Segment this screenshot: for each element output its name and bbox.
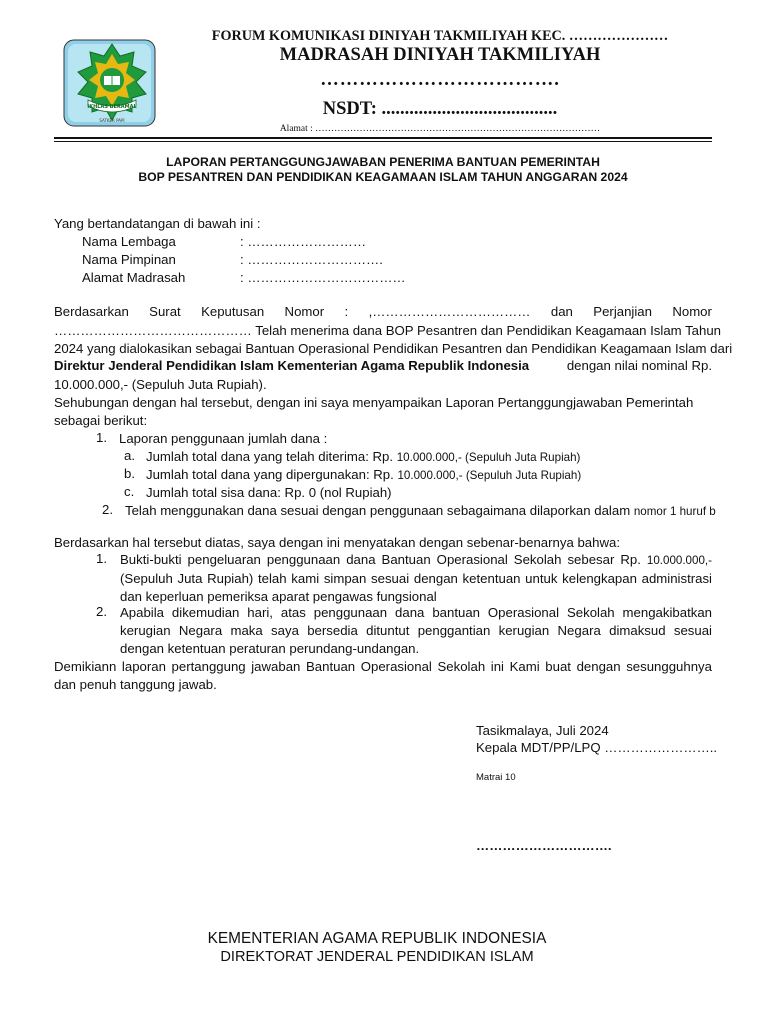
subitem-letter: a. — [124, 448, 135, 463]
subitem-text — [146, 466, 581, 484]
statement-amount: 10.000.000,- — [646, 554, 712, 567]
subitem-main: Jumlah total dana yang dipergunakan: Rp. — [146, 467, 394, 482]
subitem-letter: b. — [124, 466, 135, 481]
svg-text:SATKER PAPI: SATKER PAPI — [99, 118, 125, 123]
statement-intro: Berdasarkan hal tersebut diatas, saya dengan ini menyatakan dengan sebenar-benarnya bahwa: — [54, 535, 620, 550]
statement-point — [120, 551, 712, 605]
para1-line2: ……………………………………… Telah menerima dana BOP Pesantren dan Pendidikan Keagamaan Islam Tahun — [54, 323, 722, 338]
field-label-alamat: Alamat Madrasah — [82, 270, 186, 285]
para1-word: : — [344, 304, 349, 319]
subitem-amount: 10.000.000,- (Sepuluh Juta Rupiah) — [397, 469, 582, 482]
item-reference: nomor 1 huruf b — [633, 505, 716, 518]
header-rule-thin — [54, 141, 712, 142]
statement-main: Bukti-bukti pengeluaran penggunaan dana Bantuan Operasional Sekolah sebesar Rp. — [120, 552, 641, 567]
header-madrasah-name: ………………………………. — [320, 70, 560, 90]
svg-text:IKHLAS BERAMAL: IKHLAS BERAMAL — [87, 104, 137, 110]
signature-place-date: Tasikmalaya, Juli 2024 — [476, 723, 609, 738]
item-text: Laporan penggunaan jumlah dana : — [119, 431, 328, 446]
para1-word: Surat — [149, 304, 181, 319]
header-address: Alamat : ……………………………………………………………………………… — [279, 124, 601, 134]
report-title-line1: LAPORAN PERTANGGUNGJAWABAN PENERIMA BANTUAN PEMERINTAH — [166, 155, 600, 169]
header-rule-thick — [54, 137, 712, 139]
item-number: 1. — [96, 430, 107, 445]
statement-number: 2. — [96, 604, 107, 619]
subitem-letter: c. — [124, 484, 135, 499]
kemenag-logo — [62, 38, 157, 128]
para2-line2: sebagai berikut: — [54, 413, 148, 428]
header-madrasah: MADRASAH DINIYAH TAKMILIYAH — [279, 45, 601, 65]
signature-role: Kepala MDT/PP/LPQ …………………….. — [476, 740, 718, 755]
item-number: 2. — [102, 502, 113, 517]
stamp-label: Matrai 10 — [476, 772, 516, 783]
closing-paragraph: Demikiann laporan pertanggung jawaban Bantuan Operasional Sekolah ini Kami buat dengan sesungguhnya dan penuh tanggung jawab. — [54, 659, 712, 692]
para1-word: Nomor — [284, 304, 325, 319]
para1-nominal: dengan nilai nominal Rp. — [566, 358, 712, 373]
field-label-pimpinan: Nama Pimpinan — [82, 252, 176, 267]
footer-ministry: KEMENTERIAN AGAMA REPUBLIK INDONESIA — [207, 930, 547, 947]
report-title-line2: BOP PESANTREN DAN PENDIDIKAN KEAGAMAAN ISLAM TAHUN ANGGARAN 2024 — [138, 170, 628, 184]
header-nsdt: NSDT: ...................................... — [322, 99, 558, 119]
field-value-pimpinan: : …………………………. — [240, 252, 383, 267]
para1-line1 — [54, 304, 712, 319]
para1-word: Berdasarkan — [54, 304, 129, 319]
para1-line3: 2024 yang dialokasikan sebagai Bantuan Operasional Pendidikan Pesantren dan Pendidikan Keagamaan Islam dari — [54, 341, 733, 356]
intro-text: Yang bertandatangan di bawah ini : — [54, 216, 261, 231]
para2-line1: Sehubungan dengan hal tersebut, dengan ini saya menyampaikan Laporan Pertanggungjawaban Pemerintah — [54, 395, 694, 410]
subitem-main: Jumlah total dana yang telah diterima: Rp. — [146, 449, 394, 464]
para1-line4 — [54, 358, 712, 373]
statement-number: 1. — [96, 551, 107, 566]
para1-line5: 10.000.000,- (Sepuluh Juta Rupiah). — [54, 377, 267, 392]
item-text — [125, 502, 716, 520]
para1-directorate: Direktur Jenderal Pendidikan Islam Kementerian Agama Republik Indonesia — [54, 358, 530, 373]
para1-word: Keputusan — [201, 304, 265, 319]
field-value-lembaga: : ……………………… — [240, 234, 367, 249]
logo-emblem-icon — [62, 38, 157, 128]
statement-point: Apabila dikemudian hari, atas penggunaan dana bantuan Operasional Sekolah mengakibatkan kerugian Negara maka saya bersedia dituntut penggantian kerugian Negara dimaksud sesuai dengan ketentuan peraturan perundang-undangan. — [120, 605, 712, 656]
para1-word: Nomor — [672, 304, 712, 319]
header-forum: FORUM KOMUNIKASI DINIYAH TAKMILIYAH KEC. ………………… — [211, 28, 669, 44]
para1-word: dan — [550, 304, 573, 319]
statement-rest: (Sepuluh Juta Rupiah) telah kami simpan sesuai dengan ketentuan untuk kelengkapan administrasi dan keperluan pemeriksa aparat pengawas fungsional — [120, 570, 712, 604]
field-label-lembaga: Nama Lembaga — [82, 234, 176, 249]
para1-word: Perjanjian — [593, 304, 652, 319]
signature-name: …………………………. — [476, 838, 612, 853]
item-main: Telah menggunakan dana sesuai dengan penggunaan sebagaimana dilaporkan dalam — [125, 503, 631, 518]
field-value-alamat: : ……………………………… — [240, 270, 406, 285]
subitem-text: Jumlah total sisa dana: Rp. 0 (nol Rupiah) — [146, 485, 392, 500]
footer-directorate: DIREKTORAT JENDERAL PENDIDIKAN ISLAM — [220, 949, 534, 965]
subitem-text — [146, 448, 580, 466]
para1-word: ,……………………………… — [368, 304, 531, 319]
subitem-amount: 10.000.000,- (Sepuluh Juta Rupiah) — [396, 451, 581, 464]
